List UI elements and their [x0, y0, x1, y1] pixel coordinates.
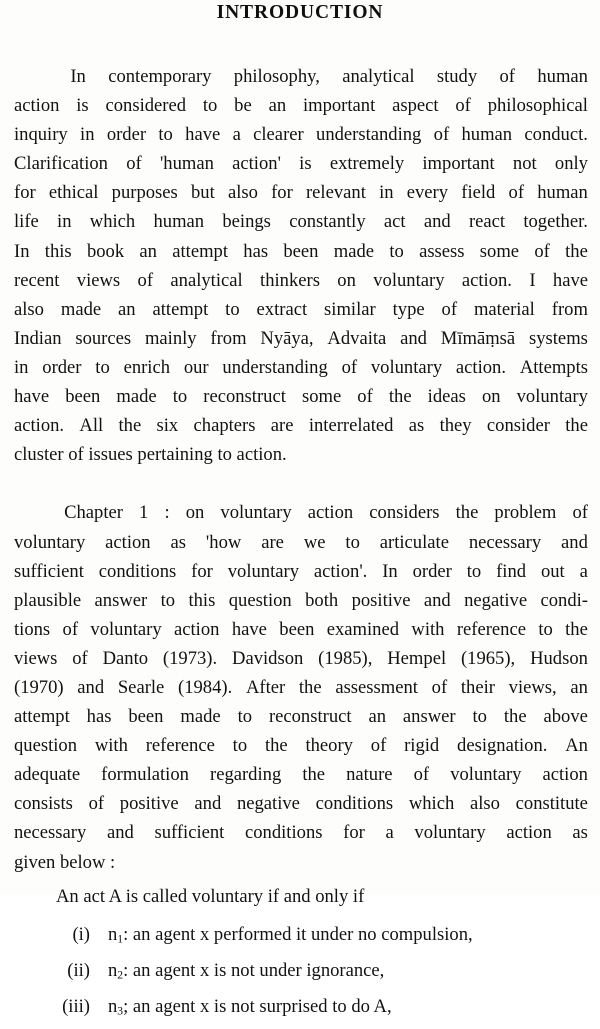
text-line: In this book an attempt has been made to assess some of the	[14, 240, 588, 262]
conditions-list	[14, 917, 590, 1025]
text-line: action is considered to be an important aspect of philosophical	[14, 95, 588, 117]
condition-text: $n_1$: an agent x performed it under no compulsion,	[108, 923, 473, 946]
text-line: have been made to reconstruct some of the ideas on voluntary	[14, 386, 588, 408]
text-line: Indian sources mainly from Nyāya, Advaita and Mīmāṃsā systems	[14, 327, 588, 349]
text-line: attempt has been made to reconstruct an answer to the above	[14, 706, 588, 728]
text-line: life in which human beings constantly act and react together.	[14, 211, 588, 233]
condition-symbol: $n_3$	[108, 995, 124, 1018]
text-line: recent views of analytical thinkers on voluntary action. I have	[14, 269, 588, 291]
text-line: Clarification of 'human action' is extremely important not only	[14, 153, 588, 175]
condition-symbol: $n_1$	[108, 923, 124, 946]
condition-symbol-subscript: 1	[117, 933, 124, 946]
text-line: cluster of issues pertaining to action.	[14, 444, 287, 466]
paragraph-gap	[14, 469, 590, 498]
text-line: for ethical purposes but also for relevant in every field of human	[14, 182, 588, 204]
text-line: in order to enrich our understanding of voluntary action. Attempts	[14, 356, 588, 378]
text-line: tions of voluntary action have been examined with reference to the	[14, 618, 588, 640]
condition-item	[14, 989, 590, 1025]
page-title: INTRODUCTION	[216, 2, 384, 23]
text-line: action. All the six chapters are interrelated as they consider the	[14, 415, 588, 437]
paragraph	[14, 498, 590, 876]
condition-numeral: (iii)	[62, 995, 90, 1017]
condition-symbol: $n_2$	[108, 959, 124, 982]
definition-intro-line: An act A is called voluntary if and only if	[56, 885, 365, 907]
text-line: consists of positive and negative conditions which also constitute	[14, 793, 588, 815]
paragraph	[14, 62, 590, 469]
first-line-indent	[14, 62, 48, 91]
condition-symbol-subscript: 2	[117, 969, 124, 982]
condition-numeral: (i)	[72, 923, 90, 945]
text-line: inquiry in order to have a clearer understanding of human conduct.	[14, 124, 588, 146]
document-body	[14, 62, 590, 1025]
text-line: adequate formulation regarding the nature of voluntary action	[14, 764, 588, 786]
condition-item	[14, 953, 590, 989]
condition-text: $n_3$; an agent x is not surprised to do A,	[108, 995, 392, 1018]
text-line: (1970) and Searle (1984). After the assessment of their views, an	[14, 676, 588, 698]
condition-symbol-subscript: 3	[117, 1005, 124, 1018]
paragraph-list	[14, 62, 590, 877]
text-line: necessary and sufficient conditions for a voluntary action as	[14, 822, 588, 844]
text-line: plausible answer to this question both positive and negative condi-	[14, 589, 588, 611]
condition-numeral: (ii)	[67, 959, 90, 981]
first-line-indent	[14, 498, 48, 527]
condition-text: $n_2$: an agent x is not under ignorance,	[108, 959, 385, 982]
text-line: sufficient conditions for voluntary action'. In order to find out a	[14, 560, 588, 582]
text-line: voluntary action as 'how are we to articulate necessary and	[14, 531, 588, 553]
text-line: also made an attempt to extract similar type of material from	[14, 298, 588, 320]
text-line: Chapter 1 : on voluntary action considers the problem of	[14, 498, 588, 527]
condition-item	[14, 917, 590, 953]
text-line: In contemporary philosophy, analytical study of human	[14, 62, 588, 91]
text-line: views of Danto (1973). Davidson (1985), Hempel (1965), Hudson	[14, 647, 588, 669]
text-line: question with reference to the theory of rigid designation. An	[14, 735, 588, 757]
text-line: given below :	[14, 851, 116, 873]
